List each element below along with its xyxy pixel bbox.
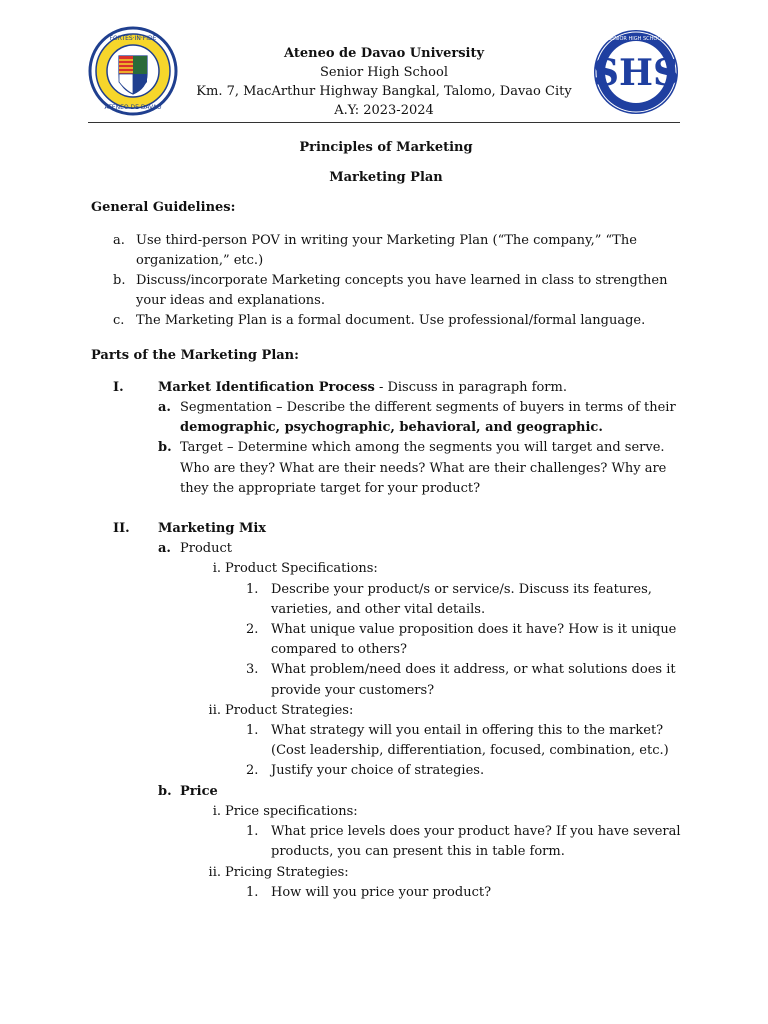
document-body: [91, 136, 681, 903]
list-item-text: Price: [180, 783, 218, 799]
list-item-bold-text: demographic, psychographic, behavioral, and geographic.: [180, 420, 603, 436]
general-guidelines-list: [91, 231, 681, 332]
list-item-text: Describe your product/s or service/s. Discuss its features, varieties, and other vital details.: [271, 581, 652, 617]
segmentation-item: [91, 398, 681, 438]
list-marker: 1.: [246, 824, 259, 840]
numbered-item: [91, 883, 681, 903]
list-marker: ii.: [208, 864, 221, 880]
price-specifications-item: [91, 802, 681, 822]
parts-heading: Parts of the Marketing Plan:: [91, 347, 299, 363]
letterhead: [88, 0, 680, 123]
numbered-item: [91, 580, 681, 620]
list-item-text: What price levels does your product have? If you have several products, you can present this in table form.: [271, 824, 681, 860]
section-title: Marketing Mix: [158, 521, 267, 537]
list-item-text: Product Specifications:: [225, 561, 378, 577]
list-marker: 3.: [246, 662, 259, 678]
list-item: [91, 271, 681, 311]
list-marker: 1.: [246, 884, 259, 900]
list-marker: i.: [212, 803, 221, 819]
list-marker: 2.: [246, 622, 259, 638]
seal-name-text: ATENEO DE DAVAO: [104, 104, 162, 111]
ateneo-seal-logo: [88, 26, 178, 116]
list-item-text: Segmentation – Describe the different segments of buyers in terms of their: [180, 400, 676, 416]
list-item-text: Product: [180, 541, 232, 557]
section-marketing-mix: [91, 519, 681, 539]
course-title: Principles of Marketing: [299, 140, 473, 155]
product-item: [91, 539, 681, 559]
school-address: Km. 7, MacArthur Highway Bangkal, Talomo, Davao City: [196, 84, 572, 99]
list-marker: 1.: [246, 723, 259, 739]
list-item-text: Justify your choice of strategies.: [271, 763, 485, 779]
letterhead-text: [168, 44, 600, 120]
list-item-text: Product Strategies:: [225, 702, 354, 718]
list-item-text: Target – Determine which among the segments you will target and serve. Who are they? What are their needs? What are their challenges? Why are they the appropriate target for your product?: [180, 440, 667, 496]
product-specifications-item: [91, 559, 681, 579]
list-item-text: Use third-person POV in writing your Marketing Plan (“The company,” “The organization,” etc.): [136, 232, 637, 268]
shs-initials: SHS: [592, 52, 680, 94]
list-item: [91, 231, 681, 271]
numbered-item: [91, 660, 681, 700]
list-marker: i.: [212, 561, 221, 577]
pricing-strategies-item: [91, 863, 681, 883]
academic-year: A.Y: 2023-2024: [334, 103, 434, 118]
section-marker: II.: [113, 521, 130, 537]
list-marker: a.: [158, 541, 171, 557]
document-title: Marketing Plan: [329, 170, 443, 186]
numbered-item: [91, 721, 681, 761]
product-strategies-item: [91, 701, 681, 721]
list-marker: 1.: [246, 581, 259, 597]
numbered-item: [91, 761, 681, 781]
section-title: Market Identification Process: [158, 379, 375, 395]
section-title-suffix: - Discuss in paragraph form.: [374, 379, 567, 395]
list-marker: b.: [158, 440, 172, 456]
section-marker: I.: [113, 379, 124, 395]
list-item-text: Price specifications:: [225, 803, 358, 819]
list-marker: a.: [158, 400, 171, 416]
target-item: [91, 438, 681, 499]
list-item: [91, 311, 681, 331]
list-marker: c.: [113, 313, 125, 329]
list-marker: a.: [113, 232, 125, 248]
list-marker: b.: [113, 273, 126, 289]
list-item-text: The Marketing Plan is a formal document. Use professional/formal language.: [136, 313, 646, 329]
list-marker: b.: [158, 783, 172, 799]
school-name: Senior High School: [320, 65, 448, 80]
section-market-identification: [91, 378, 681, 398]
university-name: Ateneo de Davao University: [283, 46, 485, 61]
numbered-item: [91, 620, 681, 660]
general-guidelines-heading: General Guidelines:: [91, 200, 236, 216]
list-item-text: What problem/need does it address, or what solutions does it provide your customers?: [271, 662, 676, 698]
seal-motto-text: FORTES·IN·FIDE: [109, 35, 157, 42]
shs-logo: [592, 28, 680, 116]
list-item-text: How will you price your product?: [271, 884, 492, 900]
list-item-text: Discuss/incorporate Marketing concepts you have learned in class to strengthen your ideas and explanations.: [136, 273, 668, 309]
list-item-text: Pricing Strategies:: [225, 864, 349, 880]
price-item: [91, 782, 681, 802]
list-item-text: What unique value proposition does it have? How is it unique compared to others?: [271, 622, 677, 658]
list-marker: ii.: [208, 702, 221, 718]
shs-ring-text: SENIOR HIGH SCHOOL: [607, 36, 665, 42]
numbered-item: [91, 822, 681, 862]
list-item-text: What strategy will you entail in offering this to the market? (Cost leadership, differentiation, focused, combination, etc.): [271, 723, 669, 759]
list-marker: 2.: [246, 763, 259, 779]
